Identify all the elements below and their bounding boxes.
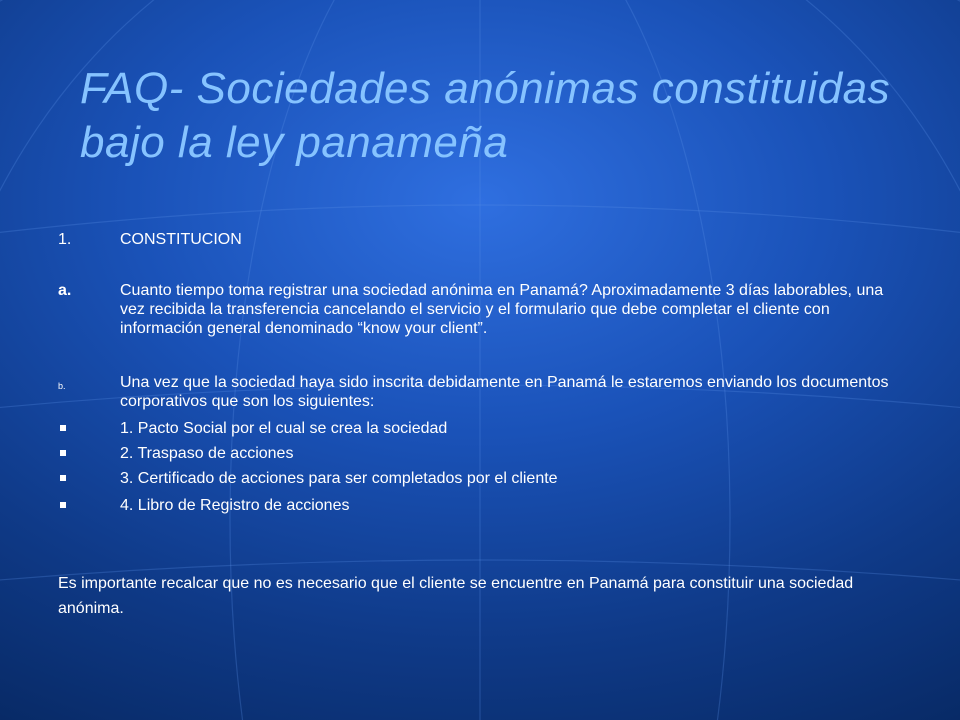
- bullet-square-icon: [60, 425, 66, 431]
- document-item-text: 1. Pacto Social por el cual se crea la sociedad: [120, 420, 448, 437]
- section-number: 1.: [58, 231, 72, 248]
- bullet-square-icon: [60, 502, 66, 508]
- document-item-text: 3. Certificado de acciones para ser completados por el cliente: [120, 470, 558, 487]
- section-heading: CONSTITUCION: [120, 231, 242, 248]
- slide-title: FAQ- Sociedades anónimas constituidas bajo la ley panameña: [80, 64, 891, 167]
- question-b-marker: b.: [58, 381, 66, 391]
- bullet-square-icon: [60, 450, 66, 456]
- bullet-square-icon: [60, 475, 66, 481]
- document-item-text: 2. Traspaso de acciones: [120, 445, 294, 462]
- closing-note: Es importante recalcar que no es necesario que el cliente se encuentre en Panamá para constituir una sociedad anónima.: [58, 575, 854, 617]
- question-a-marker: a.: [58, 282, 72, 299]
- question-b-text: Una vez que la sociedad haya sido inscrita debidamente en Panamá le estaremos enviando los documentos corporativos que son los siguientes:: [120, 374, 889, 410]
- document-item-text: 4. Libro de Registro de acciones: [120, 497, 350, 514]
- question-a-text: Cuanto tiempo toma registrar una sociedad anónima en Panamá? Aproximadamente 3 días laborables, una vez recibida la transferencia cancelando el servicio y el formulario que debe completar el cliente con información general denominado “know your client”.: [120, 282, 884, 337]
